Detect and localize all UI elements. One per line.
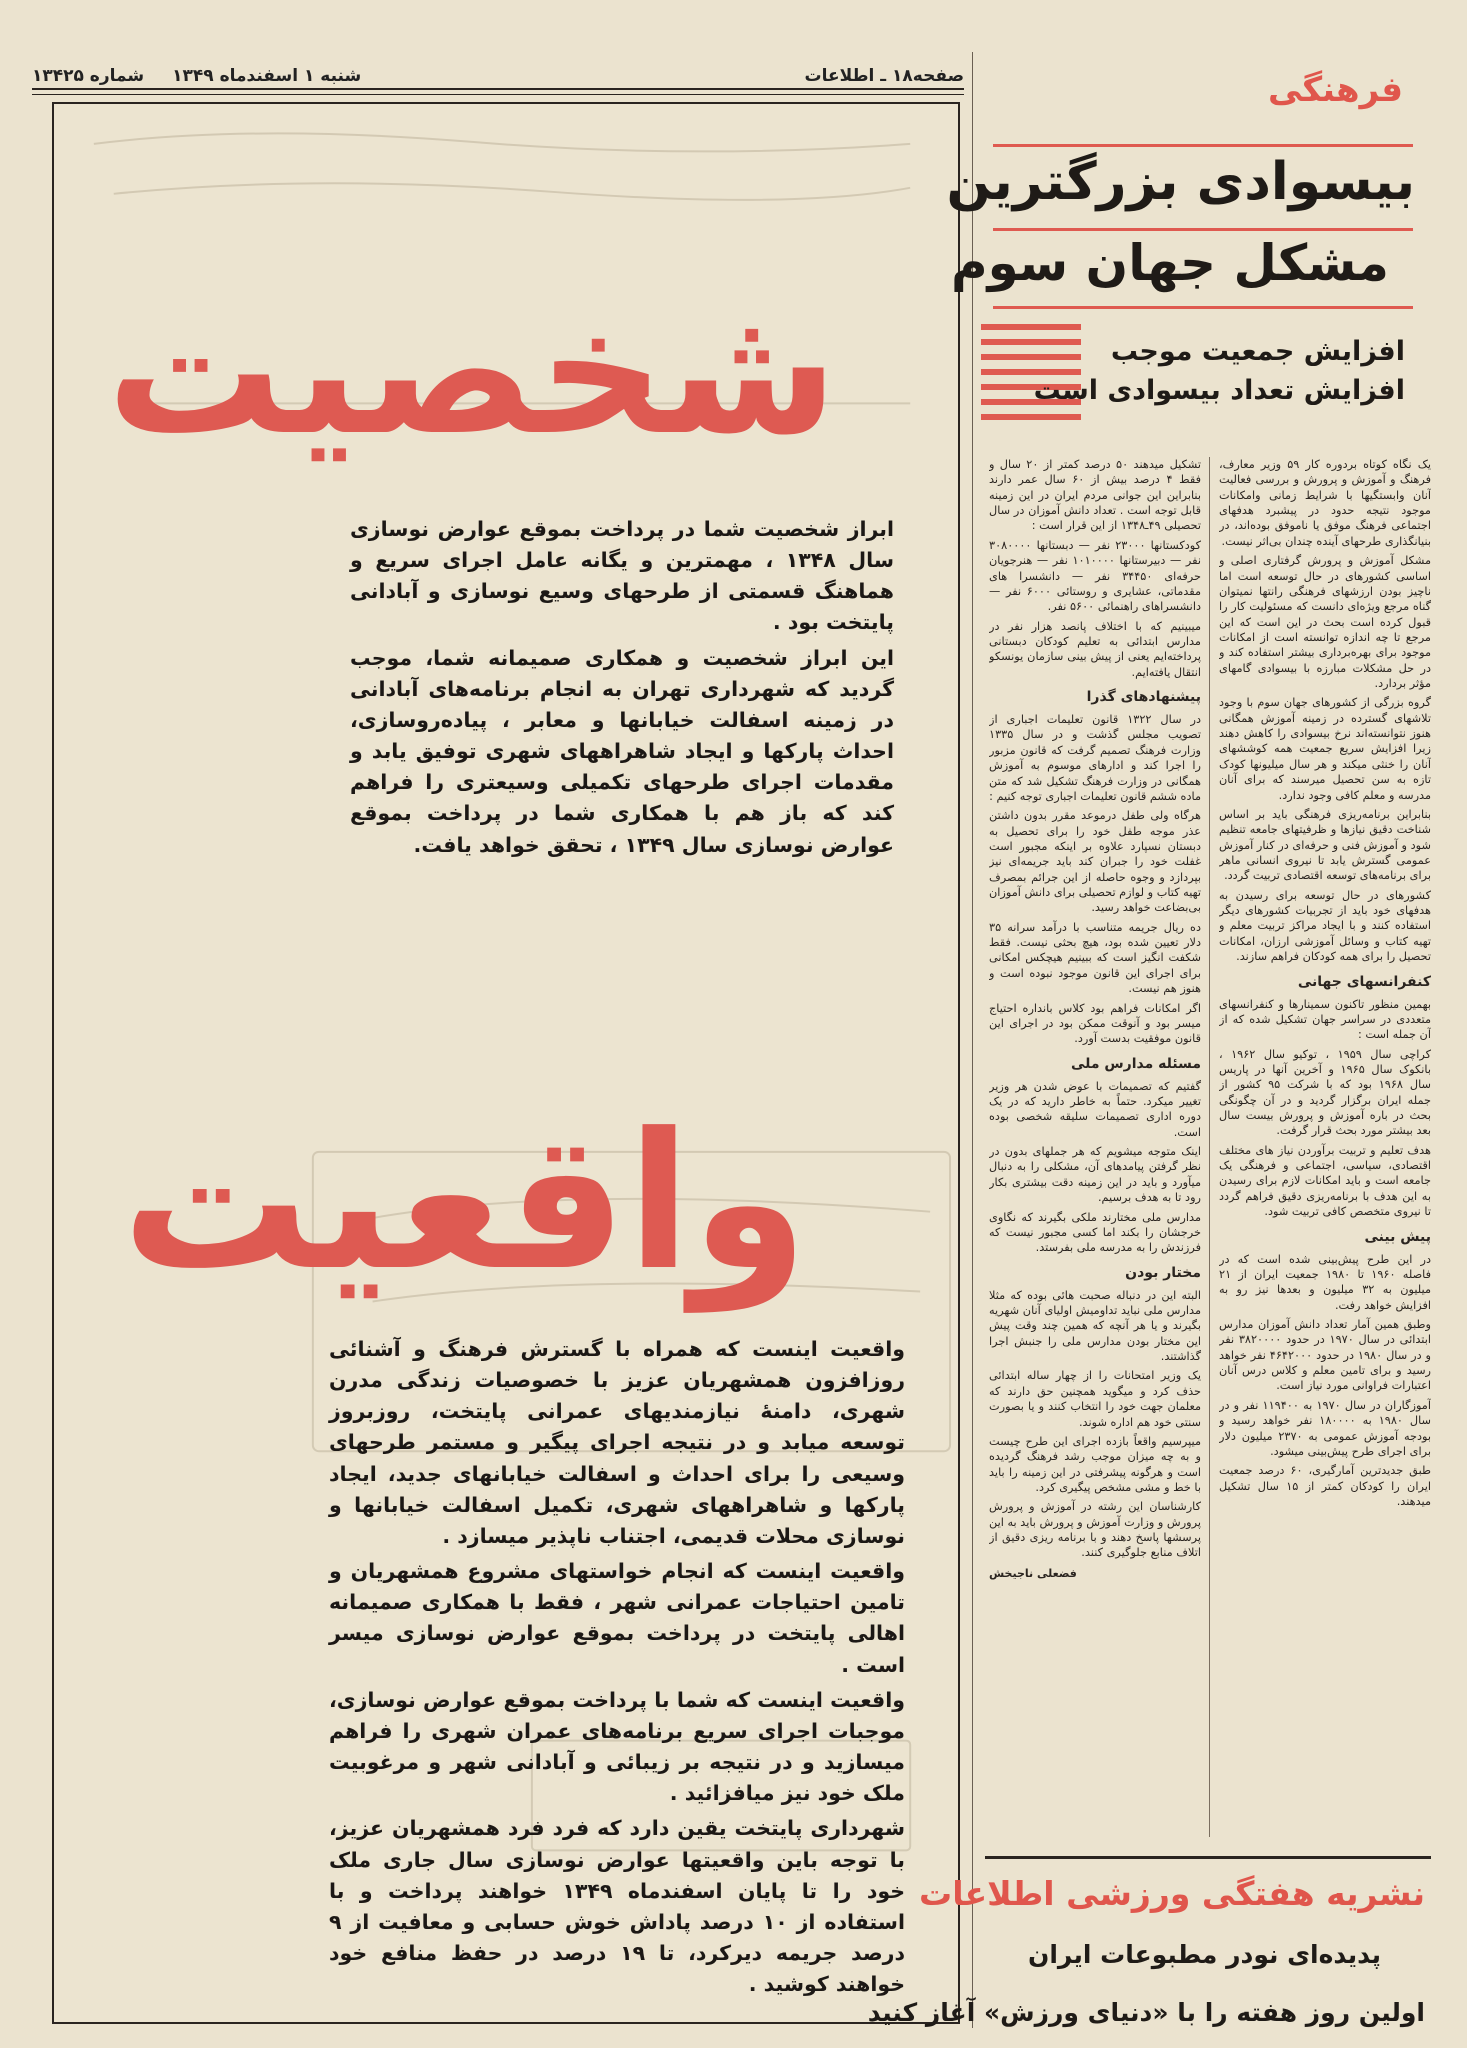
- municipality-advertisement: [52, 102, 960, 2024]
- promo-divider: [985, 1856, 1431, 1859]
- article-paragraph: ده ریال جریمه متناسب با درآمد سرانه ۳۵ دلار تعیین شده بود، هیچ بحثی نیست. فقط شکفت انگیز است که ببینیم هیچکس امکانی برای اجرای این قانون موجود نبوده است و هنوز هم نیست.: [989, 920, 1201, 996]
- article-column-left: [989, 457, 1201, 1842]
- article-byline: فضعلی ناجیخش: [989, 1566, 1077, 1580]
- red-rule: [993, 228, 1413, 231]
- article-paragraph: مدارس ملی مختارند ملکی بگیرند که نگاوی خرجشان را بکند اما کسی مجبور نیست که فرزندش را به مدرسه ملی بفرستد.: [989, 1210, 1201, 1255]
- article-subheading: مختار بودن: [1125, 1264, 1201, 1281]
- column-divider: [1209, 457, 1210, 1837]
- article-paragraph: کارشناسان این رشته در آموزش و پرورش پرورش و وزارت آموزش و پرورش باید به این پرسشها پاسخ دهند و با برنامه ریزی دقیق از اتلاف منابع جلوگیری کنند.: [989, 1500, 1201, 1560]
- article-paragraph: اینک متوجه میشویم که هر جملهای بدون در نظر گرفتن پیامدهای آن، مشکلی را به دنبال میآورد و باید در این زمینه دقت بیشتری بکار رود تا به هدف برسیم.: [989, 1145, 1201, 1205]
- article-paragraph: گروه بزرگی از کشورهای جهان سوم با وجود تلاشهای گسترده در زمینه آموزش همگانی هنوز نتوانسته‌اند نرخ بیسوادی را کاهش دهند زیرا افزایش سریع جمعیت همه کوششهای آنان را خنثی میکند و هر سال میلیونها کودک تازه به سن تحصیل میرسند که برای آنان مدرسه و معلم کافی وجود ندارد.: [1219, 696, 1431, 802]
- ad-p2-sentence-3: واقعیت اینست که شما با پرداخت بموقع عوارض نوسازی، موجبات اجرای سریع برنامه‌های عمران شهری را فراهم میسازید و در نتیجه بر زیبائی و آبادانی شهر و مرغوبیت ملک خود نیز میافزائید .: [329, 1687, 905, 1806]
- article-paragraph: البته این در دنباله صحبت هائی بوده که مثلا مدارس ملی نباید تداومیش اولیای آنان شهریه بگیرند و یا هر آنچه که همین چند وقت پیش این مختار بودن مدارس ملی را جنبش اجرا گذاشتند.: [989, 1288, 1201, 1364]
- article-paragraph: اگر امکانات فراهم بود کلاس بانداره احتیاج میسر بود و آنوقت ممکن بود در اجرای این قانون موفقیت بدست آورد.: [989, 1001, 1201, 1046]
- article-subheading: پیشنهادهای گذرا: [1086, 689, 1201, 706]
- article-paragraph: هرگاه ولی طفل درموعد مقرر بدون داشتن عذر موجه طفل خود را برای تحصیل به دبستان نسپارد علاوه بر اینکه مجبور است غفلت خود را جبران کند باید جریمه‌ای نیز بپردازد و وجوه حاصله از این جرائم بمصرف تهیه کتاب و لوازم تحصیلی برای دانش آموزان بی‌بضاعت خواهد رسید.: [989, 809, 1201, 915]
- red-rule: [993, 306, 1413, 309]
- headline-word-personality: شخصیت: [106, 269, 838, 474]
- article-subheading: مسئله مدارس ملی: [1070, 1055, 1201, 1072]
- article-paragraph: میپرسیم واقعاً بازده اجرای این طرح چیست و به چه میزان موجب رشد فرهنگ گردیده است و هرگونه پیشرفتی در این زمینه را باید با خط و مشی مشخص پیگیری کرد.: [989, 1434, 1201, 1494]
- red-rule: [993, 144, 1413, 147]
- article-paragraph: یک نگاه کوتاه بردوره کار ۵۹ وزیر معارف، فرهنگ و آموزش و پرورش و بررسی فعالیت آنان وابستگیها با شرایط زمانی وامکانات موجود نتیجه حدود در پیشبرد هدفهای اجتماعی فرهنگ موفق یا ناموفق بوده‌اند، در بنیانگذاری طرحهای آینده چندان بی‌اثر نیست.: [1219, 458, 1431, 548]
- article-paragraph: آموزگاران در سال ۱۹۷۰ به ۱۱۹۴۰۰ نفر و در سال ۱۹۸۰ به ۱۸۰۰۰۰ نفر خواهد رسید و بودجه آموزش عمومی به ۲۳۷۰ میلیون دلار برای اجرای طرح پیش‌بینی میشود.: [1219, 1398, 1431, 1458]
- section-tag: فرهنگی: [1267, 70, 1403, 110]
- promo-subtitle: پدیده‌ای نودر مطبوعات ایران: [1027, 1940, 1381, 1969]
- article-paragraph: بنابراین برنامه‌ریزی فرهنگی باید بر اساس شناخت دقیق نیازها و ظرفیتهای جامعه تنظیم شود و آموزش فنی و حرفه‌ای در کنار آموزش عمومی گسترش یابد تا نیروی انسانی ماهر برای برنامه‌های توسعه اقتصادی تربیت گردد.: [1219, 807, 1431, 883]
- article-column-right: [1219, 457, 1431, 1842]
- article-paragraph: کودکستانها ۲۳۰۰۰ نفر — دبستانها ۳۰۸۰۰۰۰ نفر — دبیرستانها ۱۰۱۰۰۰۰ نفر — هنرجویان حرفه‌ای ۳۴۴۵۰ نفر — دانشسرا های مقدماتی، عشایری و روستائی ۶۰۰۰ نفر — دانشسراهای راهنمائی ۵۶۰۰ نفر.: [989, 538, 1201, 614]
- issue-date: شنبه ۱ اسفندماه ۱۳۴۹: [172, 66, 362, 86]
- ad-p1-sentence-1: ابراز شخصیت شما در پرداخت بموقع عوارض نوسازی سال ۱۳۴۸ ، مهمترین و یگانه عامل اجرای سریع و هماهنگ قسمتی از طرحهای وسیع نوسازی و آبادانی پایتخت بود .: [350, 517, 894, 635]
- page-label: صفحه۱۸ ـ اطلاعات: [804, 66, 964, 86]
- article-paragraph: یک وزیر امتحانات را از چهار ساله ابتدائی حذف کرد و میگوید همچنین حق دارند که معلمان جهت خود را انتخاب کنند و یا بصورت سنتی خود هم اداره شوند.: [989, 1369, 1201, 1429]
- promo-tagline: اولین روز هفته را با «دنیای ورزش» آغاز کنید: [867, 1998, 1425, 2027]
- article-paragraph: میبینیم که با اختلاف پانصد هزار نفر در مدارس ابتدائی به تعلیم کودکان دبستانی پرداخته‌ایم یعنی از پیش بینی سازمان یونسکو انتقال یافته‌ایم.: [989, 619, 1201, 679]
- article-paragraph: تشکیل میدهند ۵۰ درصد کمتر از ۲۰ سال و فقط ۴ درصد بیش از ۶۰ سال عمر دارند بنابراین این جوانی مردم ایران در این زمینه قابل توجه است . تعداد دانش آموزان در سال تحصیلی ۴۹ـ۱۳۴۸ از این قرار است :: [989, 458, 1201, 533]
- article-headline-line-1: بیسوادی بزرگترین: [946, 152, 1415, 212]
- headline-word-reality: واقعیت: [121, 1093, 808, 1312]
- advertisement-paragraph-2: [329, 1334, 905, 2004]
- header-divider: [32, 88, 964, 95]
- subheadline-line-1: افزایش جمعیت موجب: [1110, 336, 1405, 367]
- article-paragraph: مشکل آموزش و پرورش گرفتاری اصلی و اساسی کشورهای در حال توسعه است اما ناچیز بودن ارزشهای فرهنگی رانتها نمیتوان گناه مرجع ویژه‌ای دانست که مسئولیت کار را قبول کرده است بحث در این است که این مرجع تا چه اندازه توانسته است از امکانات موجود برای بهره‌برداری بیشتر استفاده کند و در حل مشکلات مبارزه با بیسوادی گامهای مؤثر بردارد.: [1219, 554, 1431, 691]
- article-paragraph: بهمین منظور تاکنون سمینارها و کنفرانسهای متعددی در سراسر جهان تشکیل شده که از آن جمله است :: [1219, 997, 1431, 1042]
- article-subheading: کنفرانسهای جهانی: [1297, 973, 1431, 990]
- article-paragraph: هدف تعلیم و تربیت برآوردن نیاز های مختلف اقتصادی، سیاسی، اجتماعی و فرهنگی یک جامعه است و باید امکانات لازم برای رسیدن به این هدف با برنامه‌ریزی دقیق فراهم گردد تا نیروی متخصص کافی تربیت شود.: [1219, 1143, 1431, 1219]
- article-paragraph: وطبق همین آمار تعداد دانش آموزان مدارس ابتدائی در سال ۱۹۷۰ در حدود ۳۸۲۰۰۰۰ نفر و در سال ۱۹۸۰ در حدود ۴۶۴۲۰۰۰ نفر خواهد رسید و برای تامین معلم و کلاس درس آنان اعتبارات فراوانی مورد نیاز است.: [1219, 1318, 1431, 1393]
- article-paragraph: در سال ۱۳۲۲ قانون تعلیمات اجباری از تصویب مجلس گذشت و در سال ۱۳۳۵ وزارت فرهنگ تصمیم گرفت که قانون مزبور را اجرا کند و ادارهای موسوم به آموزش همگانی در وزارت فرهنگ تشکیل شد که متن ماده ششم قانون تعلیمات اجباری توجه کنیم :: [989, 713, 1201, 803]
- promo-title: نشریه هفتگی ورزشی اطلاعات: [919, 1874, 1425, 1913]
- header-meta: [32, 66, 361, 86]
- page-header: [32, 52, 964, 86]
- subheadline-line-2: افزایش تعداد بیسوادی است: [1033, 375, 1405, 407]
- article-paragraph: طبق جدیدترین آمارگیری، ۶۰ درصد جمعیت ایران را کودکان کمتر از ۱۵ سال تشکیل میدهند.: [1219, 1464, 1431, 1508]
- article-body: [985, 457, 1431, 1842]
- ad-p2-sentence-1: واقعیت اینست که همراه با گسترش فرهنگ و آشنائی روزافزون همشهریان عزیز با خصوصیات زندگی مدرن شهری، دامنهٔ نیازمندیهای عمرانی پایتخت، روزبروز توسعه میابد و در نتیجه اجرای پیگیر و مستمر طرحهای وسیعی را برای احداث و اسفالت خیابانهای جدید، ایجاد پارکها و شاهراههای شهری، تکمیل اسفالت خیابانها و نوسازی محلات قدیمی، اجتناب ناپذیر میسازد .: [329, 1337, 905, 1548]
- article-paragraph: کشورهای در حال توسعه برای رسیدن به هدفهای خود باید از تجربیات کشورهای دیگر استفاده کنند و با ایجاد مراکز تربیت معلم و تهیه کتاب و وسائل آموزشی ارزان، امکانات تحصیل را برای همه کودکان فراهم سازند.: [1219, 888, 1431, 964]
- ad-p2-sentence-4: شهرداری پایتخت یقین دارد که فرد فرد همشهریان عزیز، با توجه باین واقعیتها عوارض نوسازی سال جاری ملک خود را تا پایان اسفندماه ۱۳۴۹ خواهند پرداخت و با استفاده از ۱۰ درصد پاداش خوش حسابی و معافیت از ۹ درصد جریمه دیرکرد، تا ۱۹ درصد در حفظ منافع خود خواهند کوشید .: [329, 1816, 905, 1997]
- article-paragraph: کراچی سال ۱۹۵۹ ، توکیو سال ۱۹۶۲ ، بانکوک سال ۱۹۶۵ و آخرین آنها در پاریس سال ۱۹۶۸ بود که با شرکت ۹۵ کشور از جمله ایران برگزار گردید و در آن چگونگی بحث در باره آموزش و پرورش بیست سال بعد بیشتر مورد بحث قرار گرفت.: [1219, 1047, 1431, 1138]
- article-subheadline: [1034, 332, 1405, 410]
- ad-p1-sentence-2: این ابراز شخصیت و همکاری صمیمانه شما، موجب گردید که شهرداری تهران به انجام برنامه‌های آبادانی در زمینه اسفالت خیابانها و معابر ، پیاده‌روسازی، احداث پارکها و ایجاد شاهراههای شهری توفیق یابد و مقدمات اجرای طرحهای تکمیلی وسیعتری را فراهم کند که باز هم با همکاری شما در پرداخت بموقع عوارض نوسازی سال ۱۳۴۹ ، تحقق خواهد یافت.: [350, 645, 894, 857]
- article-subheading: پیش بینی: [1364, 1228, 1431, 1245]
- article-paragraph: در این طرح پیش‌بینی شده است که در فاصله ۱۹۶۰ تا ۱۹۸۰ جمعیت ایران از ۲۱ میلیون به ۳۲ میلیون و بعدها نیز رو به افزایش خواهد رفت.: [1219, 1252, 1431, 1312]
- article-paragraph: گفتیم که تصمیمات با عوض شدن هر وزیر تغییر میکرد. حتماً به خاطر دارید که در یک دوره اداری تصمیمات سلیقه شخصی بوده است.: [989, 1079, 1201, 1139]
- advertisement-paragraph-1: [350, 514, 894, 865]
- article-headline-line-2: مشکل جهان سوم: [950, 234, 1389, 292]
- ad-p2-sentence-2: واقعیت اینست که انجام خواستهای مشروع همشهریان و تامین احتیاجات عمرانی شهر ، فقط با همکاری صمیمانه اهالی پایتخت در پرداخت بموقع عوارض نوسازی میسر است .: [329, 1559, 905, 1677]
- issue-number: شماره ۱۳۴۲۵: [32, 66, 145, 86]
